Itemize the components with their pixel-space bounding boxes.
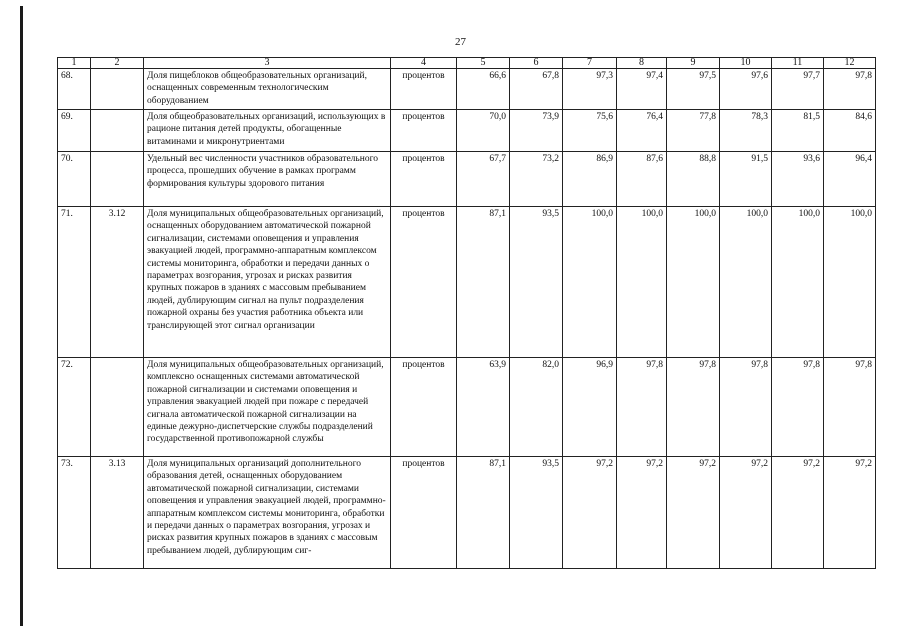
row-number: 69. — [58, 110, 91, 152]
indicator-value: 96,9 — [563, 358, 617, 457]
row-number: 70. — [58, 152, 91, 207]
indicator-value: 97,6 — [720, 69, 772, 110]
indicator-value: 97,8 — [824, 69, 876, 110]
measure-code: 3.12 — [91, 207, 144, 358]
indicator-value: 100,0 — [617, 207, 667, 358]
measure-code: 3.13 — [91, 457, 144, 569]
indicator-value: 67,8 — [510, 69, 563, 110]
indicator-value: 93,5 — [510, 207, 563, 358]
indicator-description: Доля муниципальных общеобразовательных организаций, оснащенных оборудованием автоматической пожарной сигнализации, системами оповещения и управления эвакуацией людей, программно-аппаратным комплексом системы мониторинга, обработки и передачи данных о параметрах возгорания, угрозах и рисках развития крупных пожаров в зданиях с массовым пребыванием людей, дублирующим сигнал на пульт подразделения пожарной охраны без участия работника объекта или транслирующей этот сигнал организации — [144, 207, 391, 358]
indicator-value: 97,8 — [772, 358, 824, 457]
measure-code — [91, 152, 144, 207]
measure-code — [91, 69, 144, 110]
table-row — [58, 152, 876, 207]
indicator-value: 97,5 — [667, 69, 720, 110]
table-row — [58, 358, 876, 457]
indicator-value: 73,2 — [510, 152, 563, 207]
indicator-value: 82,0 — [510, 358, 563, 457]
indicator-value: 91,5 — [720, 152, 772, 207]
table-row — [58, 69, 876, 110]
table-row — [58, 110, 876, 152]
column-header-8: 8 — [617, 58, 667, 69]
indicator-value: 67,7 — [457, 152, 510, 207]
indicator-value: 86,9 — [563, 152, 617, 207]
column-header-2: 2 — [91, 58, 144, 69]
unit-of-measure: процентов — [391, 69, 457, 110]
indicator-value: 100,0 — [563, 207, 617, 358]
indicator-value: 97,8 — [667, 358, 720, 457]
page-number: 27 — [455, 36, 466, 48]
measure-code — [91, 358, 144, 457]
indicator-value: 97,2 — [667, 457, 720, 569]
column-header-5: 5 — [457, 58, 510, 69]
row-number: 68. — [58, 69, 91, 110]
row-number: 71. — [58, 207, 91, 358]
indicator-value: 97,8 — [720, 358, 772, 457]
column-header-1: 1 — [58, 58, 91, 69]
indicator-description: Доля муниципальных организаций дополнительного образования детей, оснащенных оборудованием автоматической пожарной сигнализации, системами оповещения и управления эвакуацией людей, программно-аппаратным комплексом системы мониторинга, обработки и передачи данных о параметрах возгорания, угрозах и рисках развития крупных пожаров в зданиях с массовым пребыванием людей, дублирующим сиг- — [144, 457, 391, 569]
indicator-value: 81,5 — [772, 110, 824, 152]
indicator-value: 84,6 — [824, 110, 876, 152]
indicator-value: 97,8 — [824, 358, 876, 457]
unit-of-measure: процентов — [391, 207, 457, 358]
unit-of-measure: процентов — [391, 110, 457, 152]
indicator-value: 100,0 — [720, 207, 772, 358]
indicator-value: 87,1 — [457, 457, 510, 569]
indicator-value: 100,0 — [667, 207, 720, 358]
indicator-value: 100,0 — [824, 207, 876, 358]
indicator-value: 87,1 — [457, 207, 510, 358]
indicator-value: 73,9 — [510, 110, 563, 152]
indicator-value: 96,4 — [824, 152, 876, 207]
column-header-6: 6 — [510, 58, 563, 69]
indicator-value: 97,2 — [720, 457, 772, 569]
unit-of-measure: процентов — [391, 358, 457, 457]
indicator-description: Удельный вес численности участников образовательного процесса, прошедших обучение в рамках программ формирования культуры здорового питания — [144, 152, 391, 207]
indicator-value: 77,8 — [667, 110, 720, 152]
indicator-value: 97,7 — [772, 69, 824, 110]
indicator-value: 75,6 — [563, 110, 617, 152]
indicator-description: Доля пищеблоков общеобразовательных организаций, оснащенных современным технологическим оборудованием — [144, 69, 391, 110]
indicator-value: 97,8 — [617, 358, 667, 457]
indicator-value: 88,8 — [667, 152, 720, 207]
column-header-10: 10 — [720, 58, 772, 69]
indicator-value: 97,2 — [617, 457, 667, 569]
column-header-12: 12 — [824, 58, 876, 69]
row-number: 72. — [58, 358, 91, 457]
indicator-value: 70,0 — [457, 110, 510, 152]
column-header-4: 4 — [391, 58, 457, 69]
indicator-value: 66,6 — [457, 69, 510, 110]
indicator-value: 97,2 — [772, 457, 824, 569]
indicator-value: 78,3 — [720, 110, 772, 152]
indicator-value: 97,3 — [563, 69, 617, 110]
unit-of-measure: процентов — [391, 152, 457, 207]
indicator-value: 93,6 — [772, 152, 824, 207]
row-number: 73. — [58, 457, 91, 569]
column-header-7: 7 — [563, 58, 617, 69]
table-body — [58, 69, 876, 569]
header-row — [58, 58, 876, 69]
table-row — [58, 207, 876, 358]
column-header-11: 11 — [772, 58, 824, 69]
indicator-value: 97,4 — [617, 69, 667, 110]
left-margin-rule — [20, 6, 23, 626]
indicator-value: 97,2 — [563, 457, 617, 569]
column-header-3: 3 — [144, 58, 391, 69]
measure-code — [91, 110, 144, 152]
indicator-value: 87,6 — [617, 152, 667, 207]
indicator-value: 97,2 — [824, 457, 876, 569]
indicator-value: 76,4 — [617, 110, 667, 152]
indicator-value: 100,0 — [772, 207, 824, 358]
indicator-description: Доля общеобразовательных организаций, использующих в рационе питания детей продукты, обогащенные витаминами и микронутриентами — [144, 110, 391, 152]
indicator-value: 63,9 — [457, 358, 510, 457]
column-header-9: 9 — [667, 58, 720, 69]
unit-of-measure: процентов — [391, 457, 457, 569]
indicator-value: 93,5 — [510, 457, 563, 569]
table-row — [58, 457, 876, 569]
indicator-description: Доля муниципальных общеобразовательных организаций, комплексно оснащенных системами автоматической пожарной сигнализации и системами оповещения и управления эвакуацией людей при пожаре с передачей сигнала автоматической пожарной сигнализации на единые дежурно-диспетчерские службы подразделений государственной противопожарной службы — [144, 358, 391, 457]
indicator-table — [57, 57, 876, 569]
